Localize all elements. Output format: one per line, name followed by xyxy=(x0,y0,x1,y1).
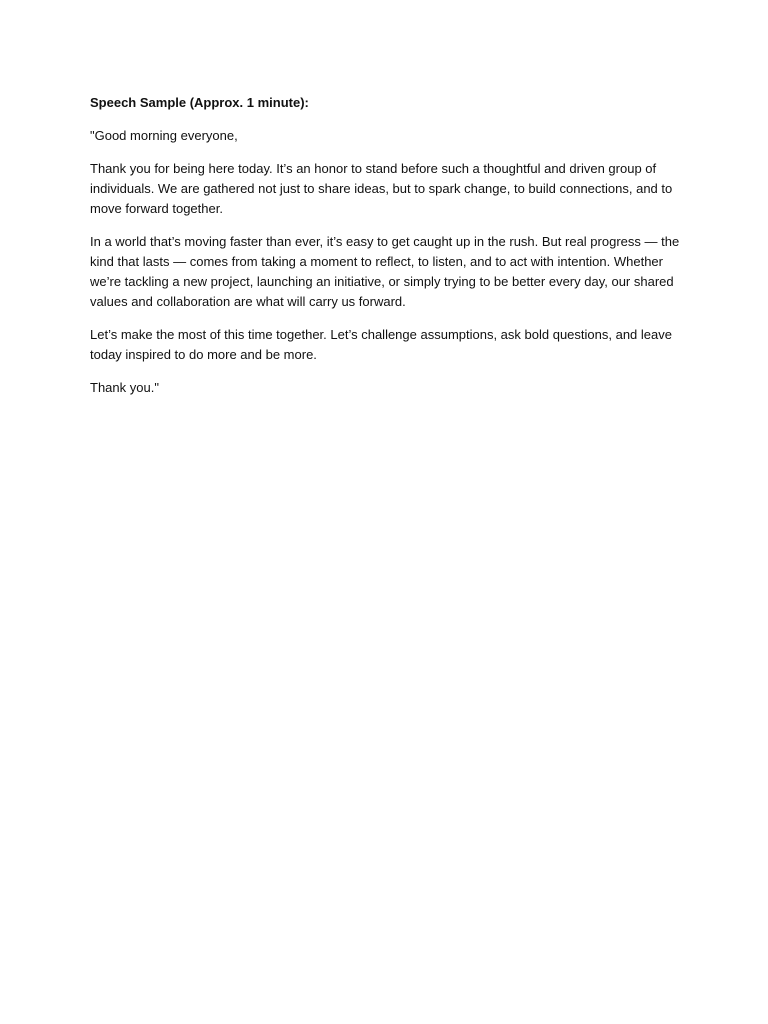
document-heading: Speech Sample (Approx. 1 minute): xyxy=(90,95,309,110)
document-body xyxy=(90,93,680,411)
paragraph-call-to-action: Let’s make the most of this time together. Let’s challenge assumptions, ask bold questions, and leave today inspired to do more and be more. xyxy=(90,327,672,362)
paragraph-closing: Thank you." xyxy=(90,380,159,395)
paragraph-thanks: Thank you for being here today. It’s an honor to stand before such a thoughtful and driven group of individuals. We are gathered not just to share ideas, but to spark change, to build connections, and to move forward together. xyxy=(90,161,673,216)
paragraph-greeting: "Good morning everyone, xyxy=(90,128,238,143)
paragraph-progress: In a world that’s moving faster than ever, it’s easy to get caught up in the rush. But real progress — the kind that lasts — comes from taking a moment to reflect, to listen, and to act with intention. Whether we’re tackling a new project, launching an initiative, or simply trying to be better every day, our shared values and collaboration are what will carry us forward. xyxy=(90,234,680,309)
